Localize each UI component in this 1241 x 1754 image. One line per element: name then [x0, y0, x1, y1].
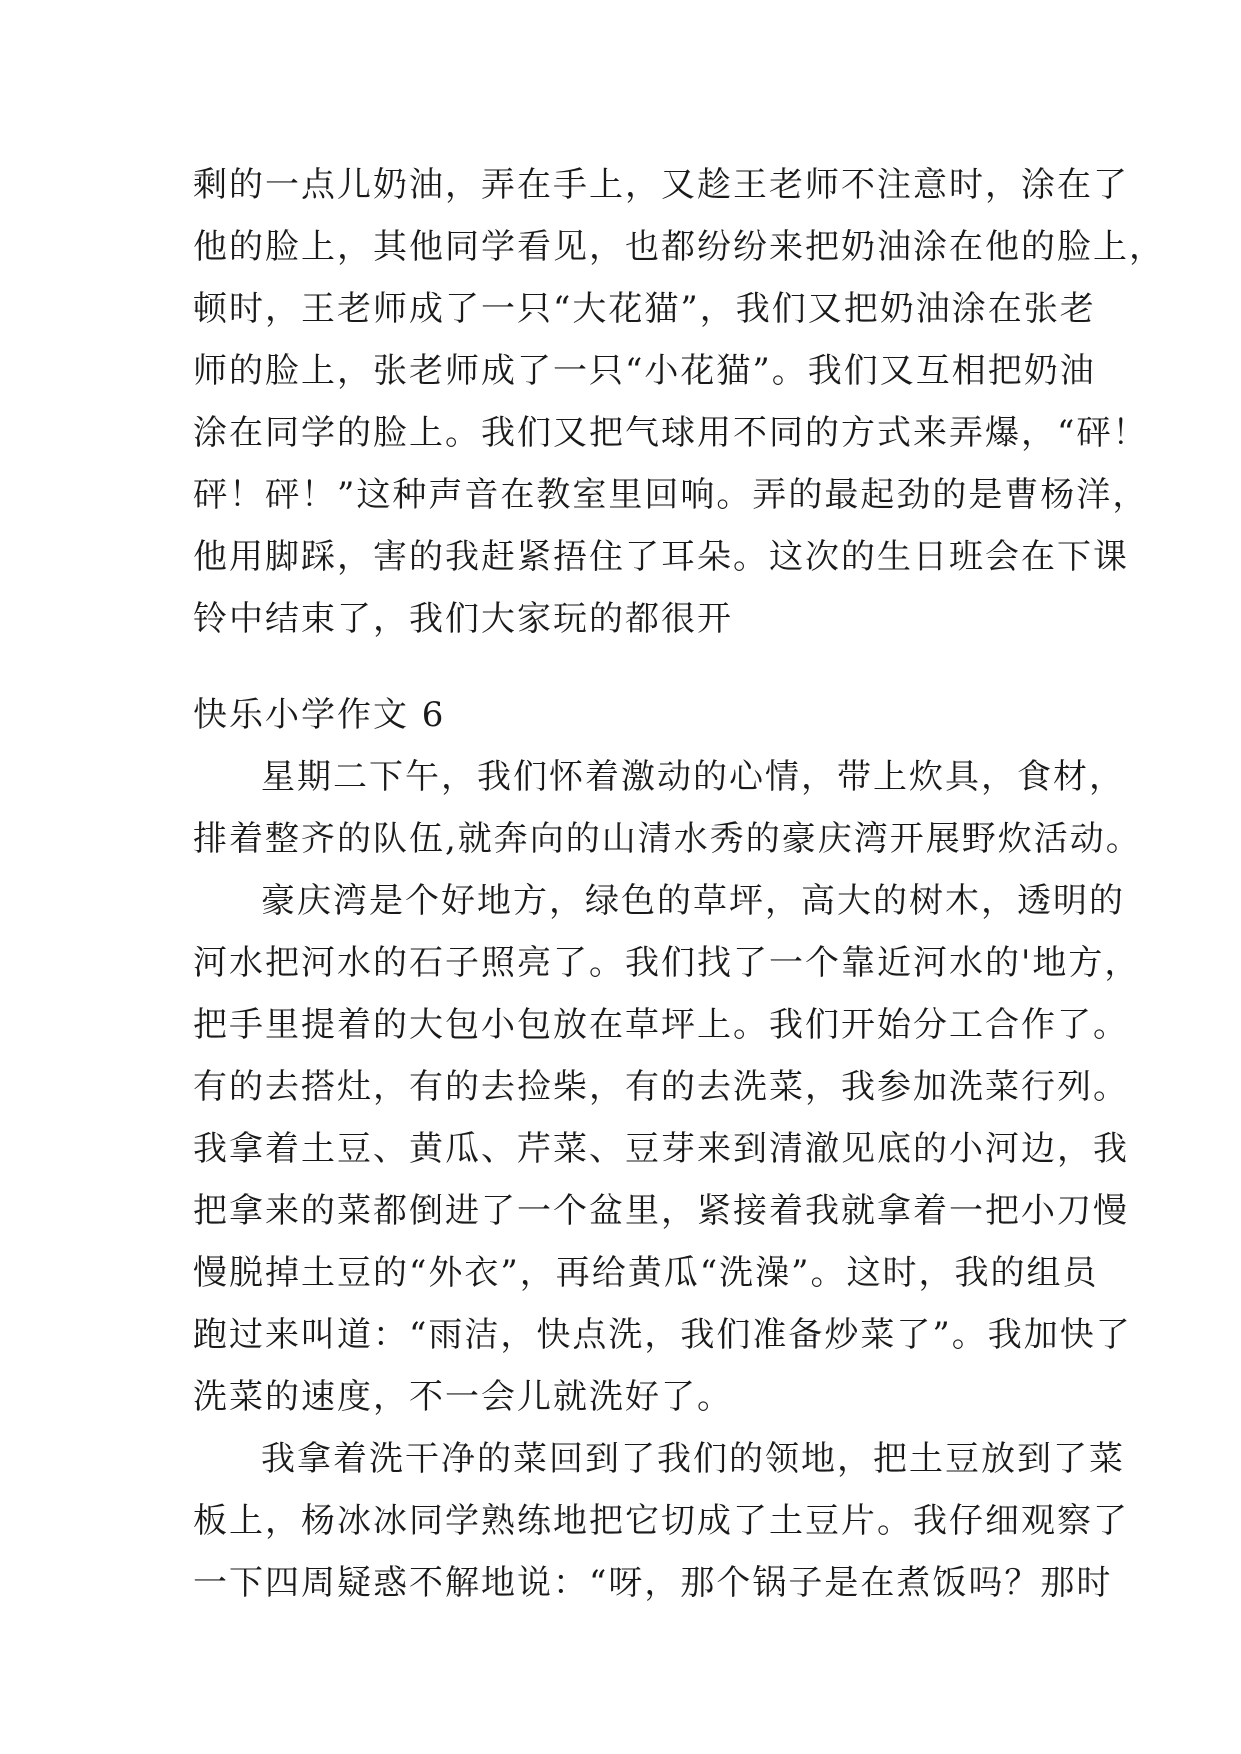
paragraph-line: 河水把河水的石子照亮了。我们找了一个靠近河水的'地方， — [193, 943, 1141, 983]
paragraph-line: 排着整齐的队伍,就奔向的山清水秀的豪庆湾开展野炊活动。 — [193, 819, 1142, 859]
paragraph-line: 他用脚踩，害的我赶紧捂住了耳朵。这次的生日班会在下课 — [193, 537, 1129, 577]
paragraph-line: 涂在同学的脸上。我们又把气球用不同的方式来弄爆，“砰！ — [193, 413, 1149, 453]
paragraph-line: 把拿来的菜都倒进了一个盆里，紧接着我就拿着一把小刀慢 — [193, 1191, 1129, 1231]
paragraph-line: 他的脸上，其他同学看见，也都纷纷来把奶油涂在他的脸上， — [193, 227, 1165, 267]
paragraph-line: 一下四周疑惑不解地说：“呀，那个锅子是在煮饭吗？那时 — [193, 1563, 1113, 1603]
paragraph-line: 洗菜的速度，不一会儿就洗好了。 — [193, 1377, 733, 1417]
paragraph-line: 我拿着土豆、黄瓜、芹菜、豆芽来到清澈见底的小河边，我 — [193, 1129, 1129, 1169]
paragraph-line: 跑过来叫道：“雨洁，快点洗，我们准备炒菜了”。我加快了 — [193, 1315, 1132, 1355]
paragraph-line: 慢脱掉土豆的“外衣”，再给黄瓜“洗澡”。这时，我的组员 — [193, 1253, 1099, 1293]
essay-title: 快乐小学作文 6 — [193, 695, 446, 735]
paragraph-line: 铃中结束了，我们大家玩的都很开 — [193, 599, 733, 639]
essay-heading-block — [193, 684, 1073, 746]
paragraph-line: 师的脸上，张老师成了一只“小花猫”。我们又互相把奶油 — [193, 351, 1096, 391]
paragraph-line: 有的去搭灶，有的去捡柴，有的去洗菜，我参加洗菜行列。 — [193, 1067, 1129, 1107]
essay-body — [193, 746, 1142, 1614]
paragraph-line: 星期二下午，我们怀着激动的心情，带上炊具，食材， — [261, 757, 1125, 797]
paragraph-line: 顿时，王老师成了一只“大花猫”，我们又把奶油涂在张老 — [193, 289, 1096, 329]
paragraph-line: 剩的一点儿奶油，弄在手上，又趁王老师不注意时，涂在了 — [193, 165, 1129, 205]
paragraph-line: 我拿着洗干净的菜回到了我们的领地，把土豆放到了菜 — [261, 1439, 1125, 1479]
previous-essay-continuation — [193, 154, 1165, 650]
paragraph-line: 把手里提着的大包小包放在草坪上。我们开始分工合作了。 — [193, 1005, 1129, 1045]
paragraph-line: 板上，杨冰冰同学熟练地把它切成了土豆片。我仔细观察了 — [193, 1501, 1129, 1541]
paragraph-line: 砰！砰！”这种声音在教室里回响。弄的最起劲的是曹杨洋， — [193, 475, 1149, 515]
paragraph-line: 豪庆湾是个好地方，绿色的草坪，高大的树木，透明的 — [261, 881, 1125, 921]
